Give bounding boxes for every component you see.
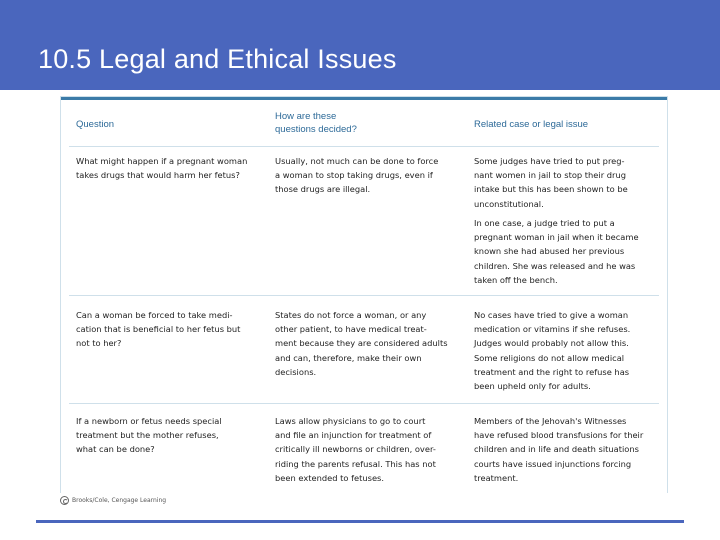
- header-question: Question: [76, 119, 115, 130]
- title-bar: [0, 0, 720, 90]
- row1-divider: [69, 295, 659, 296]
- row3-question: If a newborn or fetus needs special treatment but the mother refuses, what can be done?: [76, 416, 222, 455]
- header-divider: [69, 146, 659, 147]
- credit-text: Brooks/Cole, Cengage Learning: [72, 497, 167, 504]
- bottom-rule: [36, 520, 684, 523]
- row3-related: Members of the Jehovah's Witnesses have refused blood transfusions for their children and in life and death situations courts have issued injunctions forcing treatment.: [474, 416, 644, 483]
- issues-table: [60, 96, 668, 493]
- header-how-decided: How are these questions decided?: [275, 111, 357, 135]
- copyright-icon: [60, 496, 69, 505]
- table-top-accent: [61, 97, 667, 100]
- row1-question: What might happen if a pregnant woman takes drugs that would harm her fetus?: [76, 156, 248, 181]
- row1-related-a: Some judges have tried to put preg- nant women in jail to stop their drug intake but this has been shown to be unconstitutional.: [474, 156, 628, 209]
- row2-question: Can a woman be forced to take medi- cation that is beneficial to her fetus but not to her?: [76, 310, 241, 349]
- row1-how-decided: Usually, not much can be done to force a woman to stop taking drugs, even if those drugs are illegal.: [275, 156, 439, 195]
- row2-divider: [69, 403, 659, 404]
- row1-related-b: In one case, a judge tried to put a pregnant woman in jail when it became known she had abused her previous children. She was released and he was taken off the bench.: [474, 218, 639, 285]
- row2-related: No cases have tried to give a woman medication or vitamins if she refuses. Judges would probably not allow this. Some religions do not allow medical treatment and the right to refuse has been upheld only for adults.: [474, 310, 631, 392]
- slide-title: 10.5 Legal and Ethical Issues: [38, 44, 397, 74]
- row3-how-decided: Laws allow physicians to go to court and file an injunction for treatment of critically ill newborns or children, over- riding the parents refusal. This has not been extended to fetuses.: [275, 416, 436, 483]
- copyright-credit: [60, 496, 166, 505]
- header-related-case: Related case or legal issue: [474, 119, 589, 130]
- row2-how-decided: States do not force a woman, or any other patient, to have medical treat- ment because they are considered adults and can, therefore, make their own decisions.: [275, 310, 448, 377]
